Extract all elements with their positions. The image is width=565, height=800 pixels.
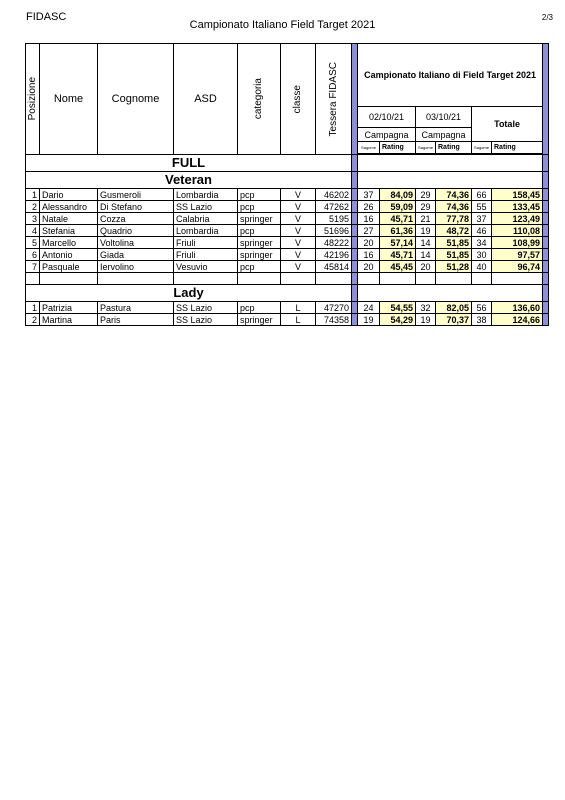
cell-sagome-1: 16 [358, 213, 380, 225]
cell-tessera: 51696 [316, 225, 352, 237]
cell-rating-1: 45,71 [380, 249, 416, 261]
cell-sagome-tot: 55 [472, 201, 492, 213]
cell-nome: Stefania [40, 225, 98, 237]
empty-cell [98, 273, 174, 285]
cell-rating-1: 84,09 [380, 189, 416, 201]
cell-cognome: Paris [98, 314, 174, 326]
cell-asd: Lombardia [174, 225, 238, 237]
col-header-posizione: Posizione [26, 44, 40, 155]
cell-rating-2: 48,72 [436, 225, 472, 237]
cell-posizione: 2 [26, 314, 40, 326]
separator-cell [543, 261, 549, 273]
cell-nome: Antonio [40, 249, 98, 261]
competition-title: Campionato Italiano di Field Target 2021 [358, 44, 543, 107]
col-header-rating-2: Rating [436, 142, 472, 154]
cell-cognome: Iervolino [98, 261, 174, 273]
cell-posizione: 1 [26, 302, 40, 314]
col-header-rating-tot: Rating [492, 142, 543, 154]
separator-cell [543, 201, 549, 213]
cell-rating-2: 74,36 [436, 201, 472, 213]
cell-categoria: springer [238, 314, 281, 326]
cell-sagome-tot: 34 [472, 237, 492, 249]
blank-row [26, 273, 549, 285]
cell-sagome-2: 19 [416, 314, 436, 326]
empty-cell [436, 273, 472, 285]
empty-cell [472, 273, 492, 285]
col-header-classe: classe [281, 44, 316, 155]
cell-categoria: springer [238, 213, 281, 225]
cell-sagome-1: 27 [358, 225, 380, 237]
cell-asd: Friuli [174, 249, 238, 261]
table-row [26, 213, 549, 225]
cell-posizione: 6 [26, 249, 40, 261]
cell-posizione: 4 [26, 225, 40, 237]
cell-classe: V [281, 189, 316, 201]
cell-sagome-1: 26 [358, 201, 380, 213]
cell-cognome: Cozza [98, 213, 174, 225]
date-2: 03/10/21 [416, 107, 472, 128]
empty-cell [358, 155, 543, 172]
cell-rating-2: 77,78 [436, 213, 472, 225]
cell-rating-tot: 124,66 [492, 314, 543, 326]
separator-cell [543, 273, 549, 285]
cell-rating-1: 59,09 [380, 201, 416, 213]
separator-cell [543, 285, 549, 302]
table-row [26, 201, 549, 213]
cell-rating-2: 51,85 [436, 237, 472, 249]
cell-sagome-2: 29 [416, 189, 436, 201]
cell-categoria: pcp [238, 201, 281, 213]
cell-classe: V [281, 201, 316, 213]
col-header-totale: Totale [472, 107, 543, 142]
cell-sagome-2: 14 [416, 237, 436, 249]
section-veteran-label: Veteran [26, 172, 352, 189]
cell-sagome-1: 37 [358, 189, 380, 201]
separator-cell [543, 155, 549, 172]
section-full-label: FULL [26, 155, 352, 172]
cell-categoria: pcp [238, 261, 281, 273]
cell-sagome-2: 32 [416, 302, 436, 314]
cell-sagome-1: 16 [358, 249, 380, 261]
cell-sagome-tot: 30 [472, 249, 492, 261]
cell-rating-2: 70,37 [436, 314, 472, 326]
section-full [26, 155, 549, 172]
cell-asd: Vesuvio [174, 261, 238, 273]
table-row [26, 314, 549, 326]
cell-posizione: 1 [26, 189, 40, 201]
cell-rating-1: 57,14 [380, 237, 416, 249]
separator-cell [543, 213, 549, 225]
date-1: 02/10/21 [358, 107, 416, 128]
cell-rating-2: 74,36 [436, 189, 472, 201]
cell-cognome: Giada [98, 249, 174, 261]
col-header-tessera: Tessera FIDASC [316, 44, 352, 155]
cell-rating-tot: 123,49 [492, 213, 543, 225]
cell-rating-1: 54,29 [380, 314, 416, 326]
empty-cell [358, 285, 543, 302]
cell-tessera: 47262 [316, 201, 352, 213]
cell-cognome: Quadrio [98, 225, 174, 237]
cell-rating-tot: 136,60 [492, 302, 543, 314]
section-lady-label: Lady [26, 285, 352, 302]
cell-nome: Natale [40, 213, 98, 225]
cell-categoria: springer [238, 249, 281, 261]
cell-sagome-tot: 66 [472, 189, 492, 201]
cell-asd: SS Lazio [174, 302, 238, 314]
cell-rating-1: 54,55 [380, 302, 416, 314]
empty-cell [358, 172, 543, 189]
separator-cell [543, 237, 549, 249]
cell-cognome: Voltolina [98, 237, 174, 249]
table-row [26, 237, 549, 249]
empty-cell [26, 273, 40, 285]
col-header-categoria: categoria [238, 44, 281, 155]
cell-rating-1: 45,45 [380, 261, 416, 273]
cell-sagome-tot: 46 [472, 225, 492, 237]
empty-cell [380, 273, 416, 285]
cell-asd: SS Lazio [174, 201, 238, 213]
cell-sagome-1: 24 [358, 302, 380, 314]
cell-rating-tot: 97,57 [492, 249, 543, 261]
separator-cell [543, 189, 549, 201]
table-row [26, 261, 549, 273]
empty-cell [238, 273, 281, 285]
cell-cognome: Pastura [98, 302, 174, 314]
section-lady [26, 285, 549, 302]
cell-cognome: Gusmeroli [98, 189, 174, 201]
cell-rating-1: 61,36 [380, 225, 416, 237]
cell-posizione: 3 [26, 213, 40, 225]
col-header-asd: ASD [174, 44, 238, 155]
cell-rating-2: 51,85 [436, 249, 472, 261]
cell-rating-2: 51,28 [436, 261, 472, 273]
separator-cell [543, 249, 549, 261]
cell-nome: Martina [40, 314, 98, 326]
separator-cell [543, 225, 549, 237]
table-row [26, 225, 549, 237]
location-2: Campagna [416, 128, 472, 142]
separator-cell [543, 314, 549, 326]
separator-column-right [543, 44, 549, 155]
cell-tessera: 48222 [316, 237, 352, 249]
cell-tessera: 42196 [316, 249, 352, 261]
cell-cognome: Di Stefano [98, 201, 174, 213]
cell-tessera: 74358 [316, 314, 352, 326]
location-1: Campagna [358, 128, 416, 142]
empty-cell [40, 273, 98, 285]
cell-nome: Dario [40, 189, 98, 201]
cell-asd: SS Lazio [174, 314, 238, 326]
empty-cell [358, 273, 380, 285]
page-number: 2/3 [541, 13, 553, 22]
cell-asd: Friuli [174, 237, 238, 249]
cell-classe: L [281, 302, 316, 314]
results-table [25, 43, 549, 326]
cell-asd: Lombardia [174, 189, 238, 201]
cell-classe: V [281, 213, 316, 225]
col-header-sagome-1: Sagome [358, 142, 380, 154]
cell-sagome-tot: 40 [472, 261, 492, 273]
cell-categoria: pcp [238, 302, 281, 314]
cell-classe: V [281, 237, 316, 249]
empty-cell [281, 273, 316, 285]
cell-classe: V [281, 261, 316, 273]
cell-posizione: 2 [26, 201, 40, 213]
section-veteran [26, 172, 549, 189]
cell-nome: Patrizia [40, 302, 98, 314]
cell-asd: Calabria [174, 213, 238, 225]
empty-cell [416, 273, 436, 285]
cell-classe: V [281, 225, 316, 237]
table-row [26, 189, 549, 201]
cell-nome: Alessandro [40, 201, 98, 213]
cell-nome: Pasquale [40, 261, 98, 273]
cell-posizione: 7 [26, 261, 40, 273]
cell-categoria: pcp [238, 225, 281, 237]
col-header-sagome-2: Sagome [416, 142, 436, 154]
cell-sagome-tot: 38 [472, 314, 492, 326]
cell-sagome-tot: 37 [472, 213, 492, 225]
cell-sagome-1: 20 [358, 237, 380, 249]
cell-rating-tot: 96,74 [492, 261, 543, 273]
col-header-cognome: Cognome [98, 44, 174, 155]
cell-rating-tot: 108,99 [492, 237, 543, 249]
cell-tessera: 45814 [316, 261, 352, 273]
header-row-1 [26, 44, 549, 107]
cell-sagome-2: 29 [416, 201, 436, 213]
cell-tessera: 47270 [316, 302, 352, 314]
cell-sagome-tot: 56 [472, 302, 492, 314]
table-row [26, 302, 549, 314]
cell-classe: V [281, 249, 316, 261]
separator-cell [543, 302, 549, 314]
cell-categoria: pcp [238, 189, 281, 201]
col-header-rating-1: Rating [380, 142, 416, 154]
cell-nome: Marcello [40, 237, 98, 249]
page-title: Campionato Italiano Field Target 2021 [189, 19, 376, 31]
empty-cell [492, 273, 543, 285]
cell-rating-tot: 110,08 [492, 225, 543, 237]
cell-rating-tot: 133,45 [492, 201, 543, 213]
table-row [26, 249, 549, 261]
col-header-sagome-tot: Sagome [472, 142, 492, 154]
cell-tessera: 46202 [316, 189, 352, 201]
cell-tessera: 5195 [316, 213, 352, 225]
cell-sagome-2: 21 [416, 213, 436, 225]
cell-rating-2: 82,05 [436, 302, 472, 314]
cell-posizione: 5 [26, 237, 40, 249]
empty-cell [316, 273, 352, 285]
cell-sagome-1: 19 [358, 314, 380, 326]
cell-sagome-2: 20 [416, 261, 436, 273]
cell-sagome-2: 14 [416, 249, 436, 261]
separator-cell [543, 172, 549, 189]
org-name: FIDASC [26, 11, 67, 23]
empty-cell [174, 273, 238, 285]
col-header-nome: Nome [40, 44, 98, 155]
cell-categoria: springer [238, 237, 281, 249]
cell-rating-1: 45,71 [380, 213, 416, 225]
cell-sagome-1: 20 [358, 261, 380, 273]
cell-classe: L [281, 314, 316, 326]
cell-rating-tot: 158,45 [492, 189, 543, 201]
cell-sagome-2: 19 [416, 225, 436, 237]
